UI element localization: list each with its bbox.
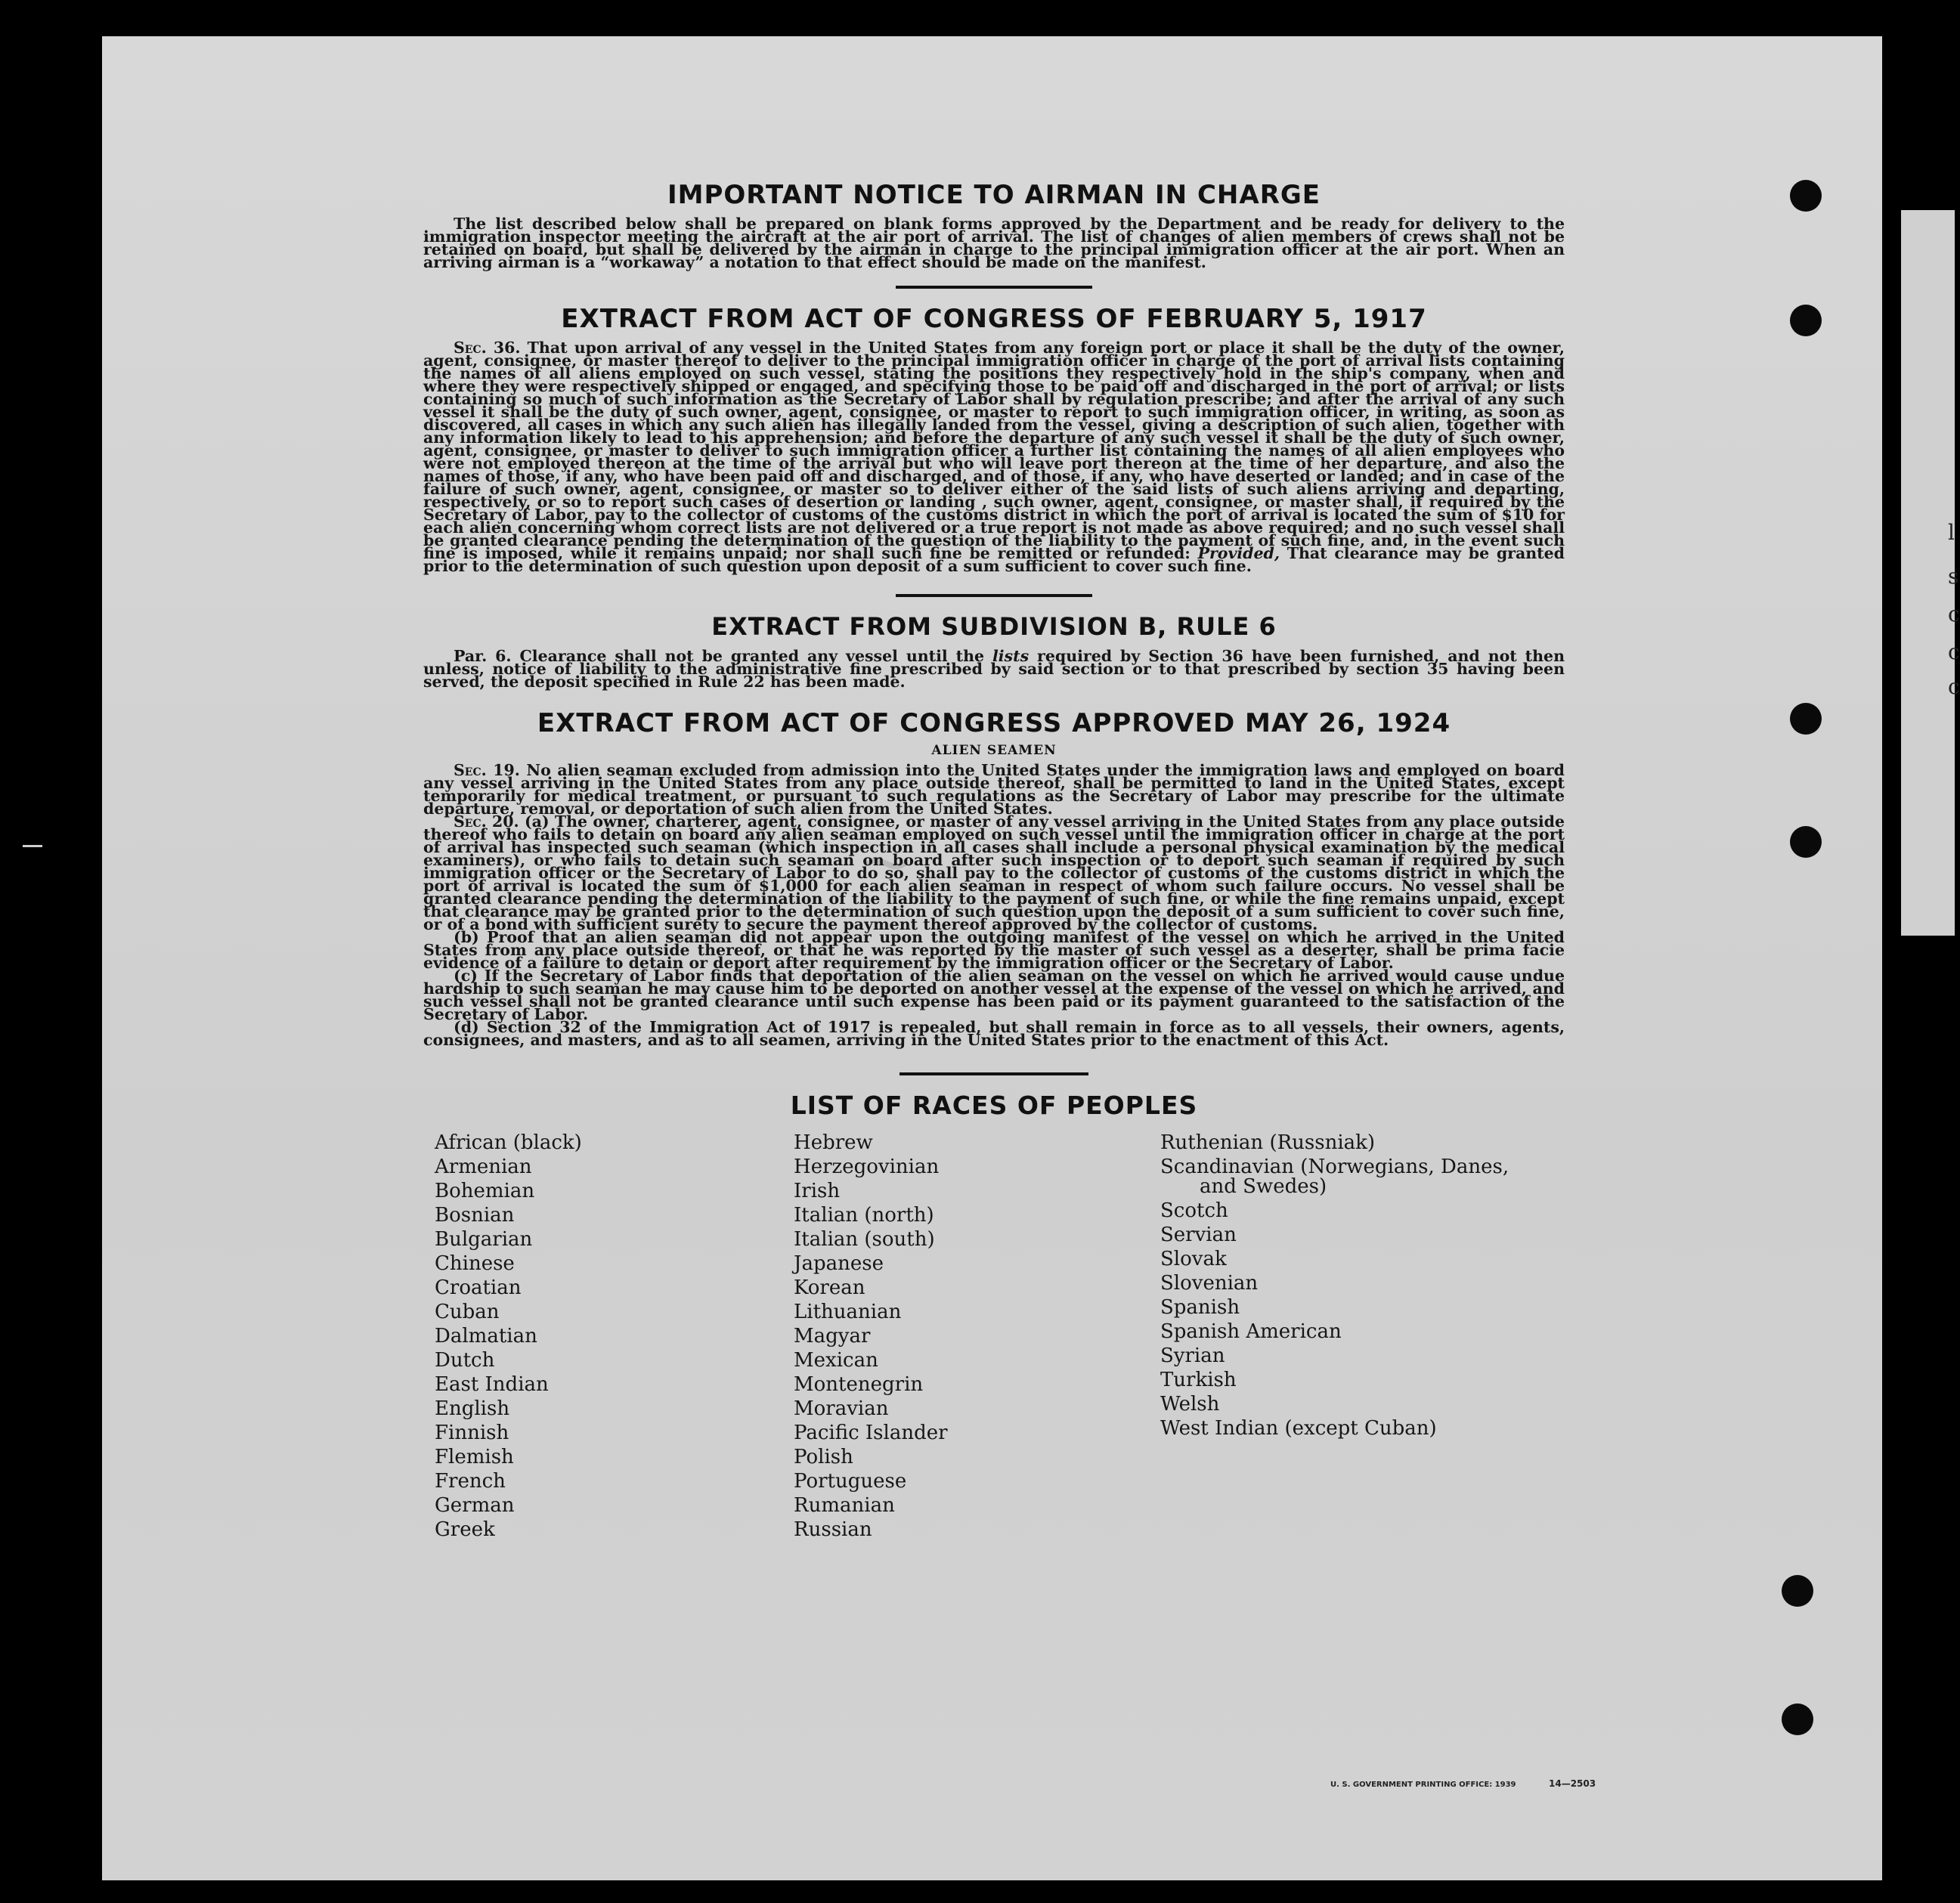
race-item: Ruthenian (Russniak)	[1160, 1131, 1376, 1154]
race-item: West Indian (except Cuban)	[1160, 1417, 1437, 1440]
punch-hole	[1790, 180, 1822, 212]
alien-seamen-subtitle: ALIEN SEAMEN	[931, 743, 1057, 758]
race-item: Spanish American	[1160, 1320, 1342, 1343]
act-1924-sec20d: (d) Section 32 of the Immigration Act of 1917 is repealed, but shall remain in force as to all vessels, their owners, agents, consignees, and masters, and as to all seamen, arriving in the United States prior to the enactment of this Act.	[423, 1018, 1565, 1049]
race-item: Turkish	[1160, 1369, 1237, 1391]
sec19-text: No alien seaman excluded from admission into the United States under the immigration laws and employed on board any vessel arriving in the United States from any place outside thereof, shall be permitted to land in the United States, except temporarily for medical treatment, or pursuant to such regulations as the Secretary of Labor may prescribe for the ultimate departure, removal, or deportation of such alien from the United States.	[423, 761, 1565, 818]
par6-label: Par. 6.	[454, 647, 512, 665]
act-1924-title: EXTRACT FROM ACT OF CONGRESS APPROVED MAY 26, 1924	[537, 708, 1451, 738]
section-divider	[899, 1072, 1088, 1075]
document-content	[423, 151, 1565, 1542]
race-item: Mexican	[794, 1349, 878, 1372]
race-item: Moravian	[794, 1397, 889, 1420]
race-item: Cuban	[435, 1301, 500, 1323]
document-page	[102, 36, 1882, 1880]
sec36-text-2: That clearance may be granted prior to the determination of such question upon deposit of a sum sufficient to cover such fine.	[423, 544, 1565, 575]
race-item: Spanish	[1160, 1296, 1240, 1319]
sec36-provided: Provided,	[1197, 544, 1280, 562]
sec36-text-1: That upon arrival of any vessel in the United States from any foreign port or place it shall be the duty of the owner, agent, consignee, or master thereof to deliver to the principal immigration officer in charge of the port of arrival lists containing the names of all aliens employed on such vessel, stating the positions they respectively hold in the ship's company, when and where they were respectively shipped or engaged, and specifying those to be paid off and discharged in the port of arrival; or lists containing so much of such information as the Secretary of Labor shall by regulation prescribe; and after the arrival of any such vessel it shall be the duty of such owner, agent, consignee, or master to report to such immigration officer, in writing, as soon as discovered, all cases in which any such alien has illegally landed from the vessel, giving a description of such alien, together with any information likely to lead to his apprehension; and before the departure of any such vessel it shall be the duty of such owner, agent, consignee, or master to deliver to such immigration officer a further list containing the names of all alien employees who were not employed thereon at the time of the arrival but who will leave port thereon at the time of her departure, and also the names of those, if any, who have been paid off and discharged, and of those, if any, who have deserted or landed; and in case of the failure of such owner, agent, consignee, or master so to deliver either of the said lists of such aliens arriving and departing, respectively, or so to report such cases of desertion or landing , such owner, agent, consignee, or master shall, if required by the Secretary of Labor, pay to the collector of customs of the customs district in which the port of arrival is located the sum of $10 for each alien concerning whom correct lists are not delivered or a true report is not made as above required; and no such vessel shall be granted clearance pending the determination of the question of the liability to the payment of such fine, and, in the event such fine is imposed, while it remains unpaid; nor shall such fine be remitted or refunded:	[423, 339, 1565, 562]
par6-text-1: Clearance shall not be granted any vessel until the	[519, 647, 992, 665]
par6-text-2: required by Section 36 have been furnished, and not then unless, notice of liability to the administrative fine prescribed by said section or to that prescribed by section 35 having been served, the deposit specified in Rule 22 has been made.	[423, 647, 1565, 691]
act-1917-title: EXTRACT FROM ACT OF CONGRESS OF FEBRUARY 5, 1917	[561, 304, 1427, 334]
act-1917-sec36	[423, 339, 1565, 575]
edge-letter: c	[1948, 674, 1960, 699]
race-item: Scandinavian (Norwegians, Danes,	[1160, 1156, 1509, 1178]
race-item: Chinese	[435, 1252, 515, 1275]
race-item: Hebrew	[794, 1131, 873, 1154]
punch-hole	[1782, 1575, 1813, 1607]
race-item: Croatian	[435, 1276, 522, 1299]
edge-letter: c	[1948, 602, 1960, 627]
race-item: and Swedes)	[1199, 1175, 1327, 1198]
race-item: Montenegrin	[794, 1373, 924, 1396]
act-1924-sec20b: (b) Proof that an alien seaman did not appear upon the outgoing manifest of the vessel on which he arrived in the United States from any place outside thereof, or that he was reported by the master of such vessel as a deserter, shall be prima facie evidence of a failure to detain or deport after requirement by the immigration officer or the Secretary of Labor.	[423, 928, 1565, 972]
races-column-1	[435, 1131, 794, 1542]
form-number: 14—2503	[1549, 1778, 1596, 1789]
race-item: Italian (south)	[794, 1228, 935, 1251]
race-item: Armenian	[435, 1156, 532, 1178]
race-item: Finnish	[435, 1422, 509, 1444]
race-item: German	[435, 1494, 515, 1517]
race-item: Russian	[794, 1518, 872, 1541]
race-item: Servian	[1160, 1224, 1237, 1246]
race-item: East Indian	[435, 1373, 549, 1396]
race-item: Pacific Islander	[794, 1422, 948, 1444]
race-item: Rumanian	[794, 1494, 895, 1517]
sec20-label: Sec. 20.	[454, 812, 519, 831]
race-item: Portuguese	[794, 1470, 907, 1493]
race-item: English	[435, 1397, 510, 1420]
rule-6-title: EXTRACT FROM SUBDIVISION B, RULE 6	[711, 612, 1277, 641]
race-item: Syrian	[1160, 1344, 1225, 1367]
race-item: Bosnian	[435, 1204, 515, 1227]
punch-hole	[1782, 1703, 1813, 1735]
par6-lists: lists	[992, 647, 1030, 665]
act-1924-sec19	[423, 761, 1565, 818]
edge-letter: c	[1948, 639, 1960, 664]
race-item: Slovak	[1160, 1248, 1227, 1270]
race-item: Dutch	[435, 1349, 495, 1372]
bleed-through-handwriting: ~	[855, 820, 918, 904]
race-item: Dalmatian	[435, 1325, 537, 1348]
act-1924-sec20a	[423, 812, 1565, 933]
races-column-2	[794, 1131, 1160, 1542]
races-column-3	[1160, 1131, 1519, 1542]
sec36-label: Sec. 36.	[454, 339, 521, 357]
race-item: Bohemian	[435, 1180, 535, 1202]
notice-body: The list described below shall be prepared on blank forms approved by the Department and be ready for delivery to the immigration inspector meeting the aircraft at the air port of arrival. The list of changes of alien members of crews shall not be retained on board, but shall be delivered by the airman in charge to the principal immigration officer at the air port. When an arriving airman is a “workaway” a notation to that effect should be made on the manifest.	[423, 215, 1565, 271]
race-item: Bulgarian	[435, 1228, 533, 1251]
notice-title: IMPORTANT NOTICE TO AIRMAN IN CHARGE	[667, 180, 1321, 210]
race-item: Scotch	[1160, 1199, 1228, 1222]
punch-hole	[1790, 703, 1822, 735]
edge-letter: s	[1948, 564, 1959, 589]
scan-artifact	[23, 845, 42, 847]
printer-credit: U. S. GOVERNMENT PRINTING OFFICE: 1939	[1330, 1781, 1516, 1789]
race-item: Korean	[794, 1276, 865, 1299]
printing-footer	[1330, 1778, 1596, 1789]
act-1924-sec20c: (c) If the Secretary of Labor finds that deportation of the alien seaman on the vessel on which he arrived would cause undue hardship to such seaman he may cause him to be deported on another vessel at the expense of the vessel on which he arrived, and such vessel shall not be granted clearance until such expense has been paid or its payment guaranteed to the satisfaction of the Secretary of Labor.	[423, 967, 1565, 1023]
race-item: Irish	[794, 1180, 841, 1202]
section-divider	[896, 286, 1092, 289]
race-item: Flemish	[435, 1446, 514, 1468]
race-item: Herzegovinian	[794, 1156, 940, 1178]
race-item: Italian (north)	[794, 1204, 934, 1227]
race-item: Polish	[794, 1446, 853, 1468]
race-item: Slovenian	[1160, 1272, 1259, 1295]
race-item: Lithuanian	[794, 1301, 902, 1323]
race-item: Greek	[435, 1518, 495, 1541]
sec19-label: Sec. 19.	[454, 761, 520, 779]
rule-6-par6	[423, 647, 1565, 691]
race-item: French	[435, 1470, 506, 1493]
adjacent-page-edge	[1901, 210, 1960, 936]
race-item: African (black)	[435, 1131, 582, 1154]
punch-hole	[1790, 305, 1822, 336]
race-item: Welsh	[1160, 1393, 1220, 1416]
race-item: Japanese	[794, 1252, 884, 1275]
sec20a-text: (a) The owner, charterer, agent, consignee, or master of any vessel arriving in the United States from any place outside thereof who fails to detain on board any alien seaman employed on such vessel until the immigration officer in charge at the port of arrival has inspected such seaman (which inspection in all cases shall include a personal physical examination by the medical examiners), or who fails to detain such seaman on board after such inspection or to deport such seaman if required by such immigration officer or the Secretary of Labor to do so, shall pay to the collector of customs of the customs district in which the port of arrival is located the sum of $1,000 for each alien seaman in respect of whom such failure occurs. No vessel shall be granted clearance pending the determination of the liability to the payment of such fine, or while the fine remains unpaid, except that clearance may be granted prior to the determination of such question upon the deposit of a sum sufficient to cover such fine, or of a bond with sufficient surety to secure the payment thereof approved by the collector of customs.	[423, 812, 1565, 933]
edge-letter: l	[1948, 520, 1955, 545]
punch-hole	[1790, 826, 1822, 858]
races-list	[423, 1131, 1565, 1542]
race-item: Magyar	[794, 1325, 871, 1348]
section-divider	[896, 594, 1092, 597]
races-title: LIST OF RACES OF PEOPLES	[790, 1091, 1198, 1120]
